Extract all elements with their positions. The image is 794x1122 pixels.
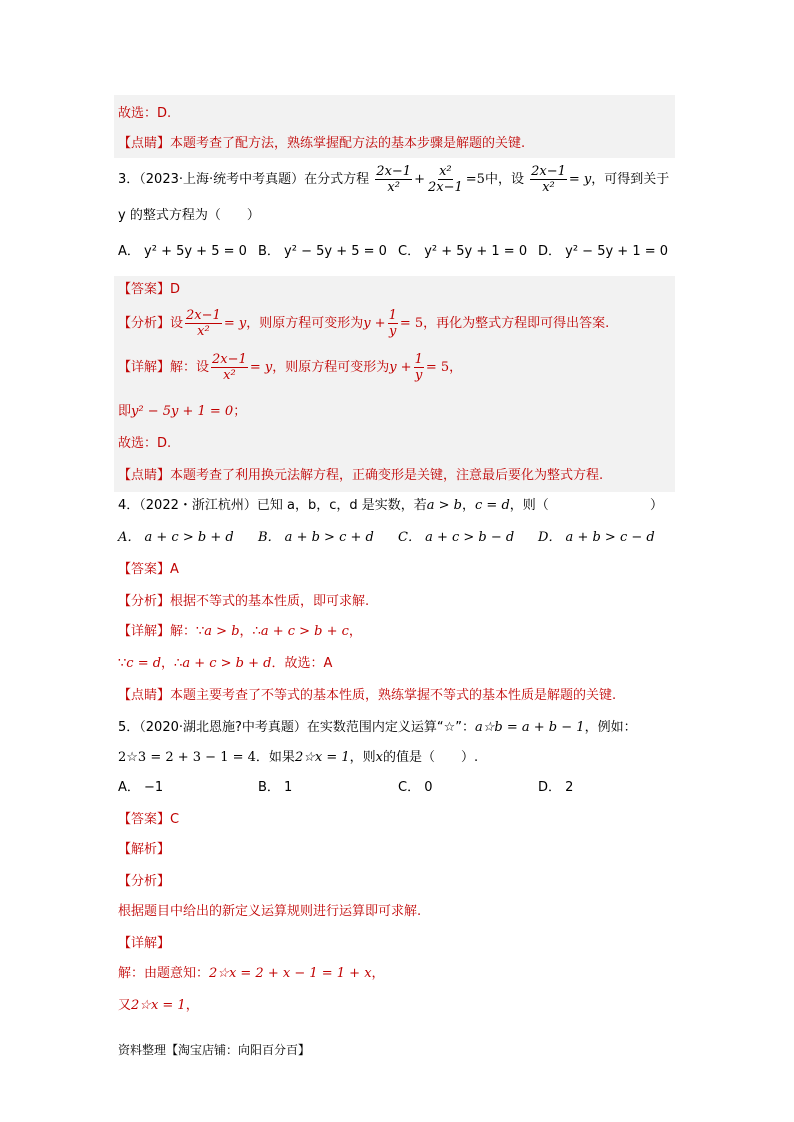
q3-option-b: B． y² − 5y + 5 = 0 <box>258 244 387 259</box>
q3-stem-c: ，可得到关于 <box>591 172 670 187</box>
q4-comment: 【点睛】本题主要考查了不等式的基本性质，熟练掌握不等式的基本性质是解题的关键. <box>118 688 617 703</box>
q4-detail: 【详解】解：∵a > b，∴a + c > b + c， <box>118 624 362 639</box>
q5-option-b: B． 1 <box>258 780 293 795</box>
q5-answer: 【答案】C <box>118 812 180 827</box>
q4-option-d: D． a + b > c − d <box>538 530 655 545</box>
q4-stem: 4．（2022・浙江杭州）已知 a，b，c，d 是实数，若a > b，c = d，则（ <box>118 498 549 513</box>
q3-stem-b: 中，设 <box>484 172 524 187</box>
q3-frac3: $\frac{2x-1}{\text{x²}}$ <box>531 164 566 195</box>
q3-choose: 故选：D. <box>118 436 172 451</box>
q5-detail-line2: 又2☆x = 1， <box>118 998 199 1013</box>
q3-answer: 【答案】D <box>118 282 181 297</box>
comment-tag: 【点睛】 <box>118 136 171 151</box>
q5-option-d: D． 2 <box>538 780 574 795</box>
q3-frac2: $\frac{\text{x²}}{2x-1}$ <box>427 164 463 195</box>
q5-detail: 解：由题意知：2☆x = 2 + x − 1 = 1 + x， <box>118 966 385 981</box>
q5-analysis: 根据题目中给出的新定义运算规则进行运算即可求解. <box>118 904 422 919</box>
q4-option-c: C． a + c > b − d <box>398 530 515 545</box>
q4-detail-line2: ∵c = d，∴a + c > b + d．故选：A <box>118 656 333 671</box>
q4-option-b: B． a + b > c + d <box>258 530 374 545</box>
q5-stem-line2: 2☆3 = 2 + 3 − 1 = 4．如果2☆x = 1，则x的值是（ ）. <box>118 750 479 765</box>
page-footer: 资料整理【淘宝店铺：向阳百分百】 <box>118 1043 311 1057</box>
q4-analysis: 【分析】根据不等式的基本性质，即可求解. <box>118 594 370 609</box>
q4-option-a: A． a + c > b + d <box>118 530 234 545</box>
q5-stem-line1: 5．（2020·湖北恩施?中考真题）在实数范围内定义运算“☆”：a☆b = a + b − 1，例如： <box>118 720 637 735</box>
q3-stem-line2: y 的整式方程为（ ） <box>118 208 260 223</box>
q3-source: （2023·上海·统考中考真题） <box>139 172 305 187</box>
q3-comment: 【点睛】本题考查了利用换元法解方程，正确变形是关键，注意最后要化为整式方程. <box>118 468 604 483</box>
q5-analysis-tag: 【分析】 <box>118 874 171 889</box>
q5-option-c: C． 0 <box>398 780 433 795</box>
q5-detail-tag: 【详解】 <box>118 936 171 951</box>
q3-detail: 【详解】解：设 $\frac{2x-1}{\text{x²}}$ = y，则原方程可变形为y + $\frac{1}{y}$ = 5， <box>118 352 463 383</box>
q3-option-a: A． y² + 5y + 5 = 0 <box>118 244 247 259</box>
q3-frac1: $\frac{2x-1}{\text{x²}}$ <box>376 164 412 195</box>
q4-answer: 【答案】A <box>118 562 179 577</box>
q3-detail-line2: 即y² − 5y + 1 = 0； <box>118 404 247 419</box>
q3-option-d: D． y² − 5y + 1 = 0 <box>538 244 669 259</box>
top-comment <box>118 134 525 154</box>
q5-jiexi: 【解析】 <box>118 842 171 857</box>
q3-number: 3． <box>118 172 140 187</box>
comment-text: 本题考查了配方法，熟练掌握配方法的基本步骤是解题的关键. <box>170 136 526 151</box>
q4-close-paren: ） <box>650 498 664 513</box>
q5-option-a: A． −1 <box>118 780 164 795</box>
q3-stem-a: 在分式方程 <box>304 172 370 187</box>
q3-option-c: C． y² + 5y + 1 = 0 <box>398 244 528 259</box>
q3-analysis: 【分析】设 $\frac{2x-1}{\text{x²}}$ = y，则原方程可变形为y + $\frac{1}{y}$ = 5，再化为整式方程即可得出答案. <box>118 308 610 339</box>
top-choose: 故选：D. <box>118 106 172 121</box>
q3-stem-line1: 3．（2023·上海·统考中考真题）在分式方程 $\frac{2x-1}{\text{x²}}$ + $\frac{\text{x²}}{2x-1}$ =5中，设 $\frac{2x-1}{\text{x²}}$ = y，可得到关于 <box>118 164 670 195</box>
